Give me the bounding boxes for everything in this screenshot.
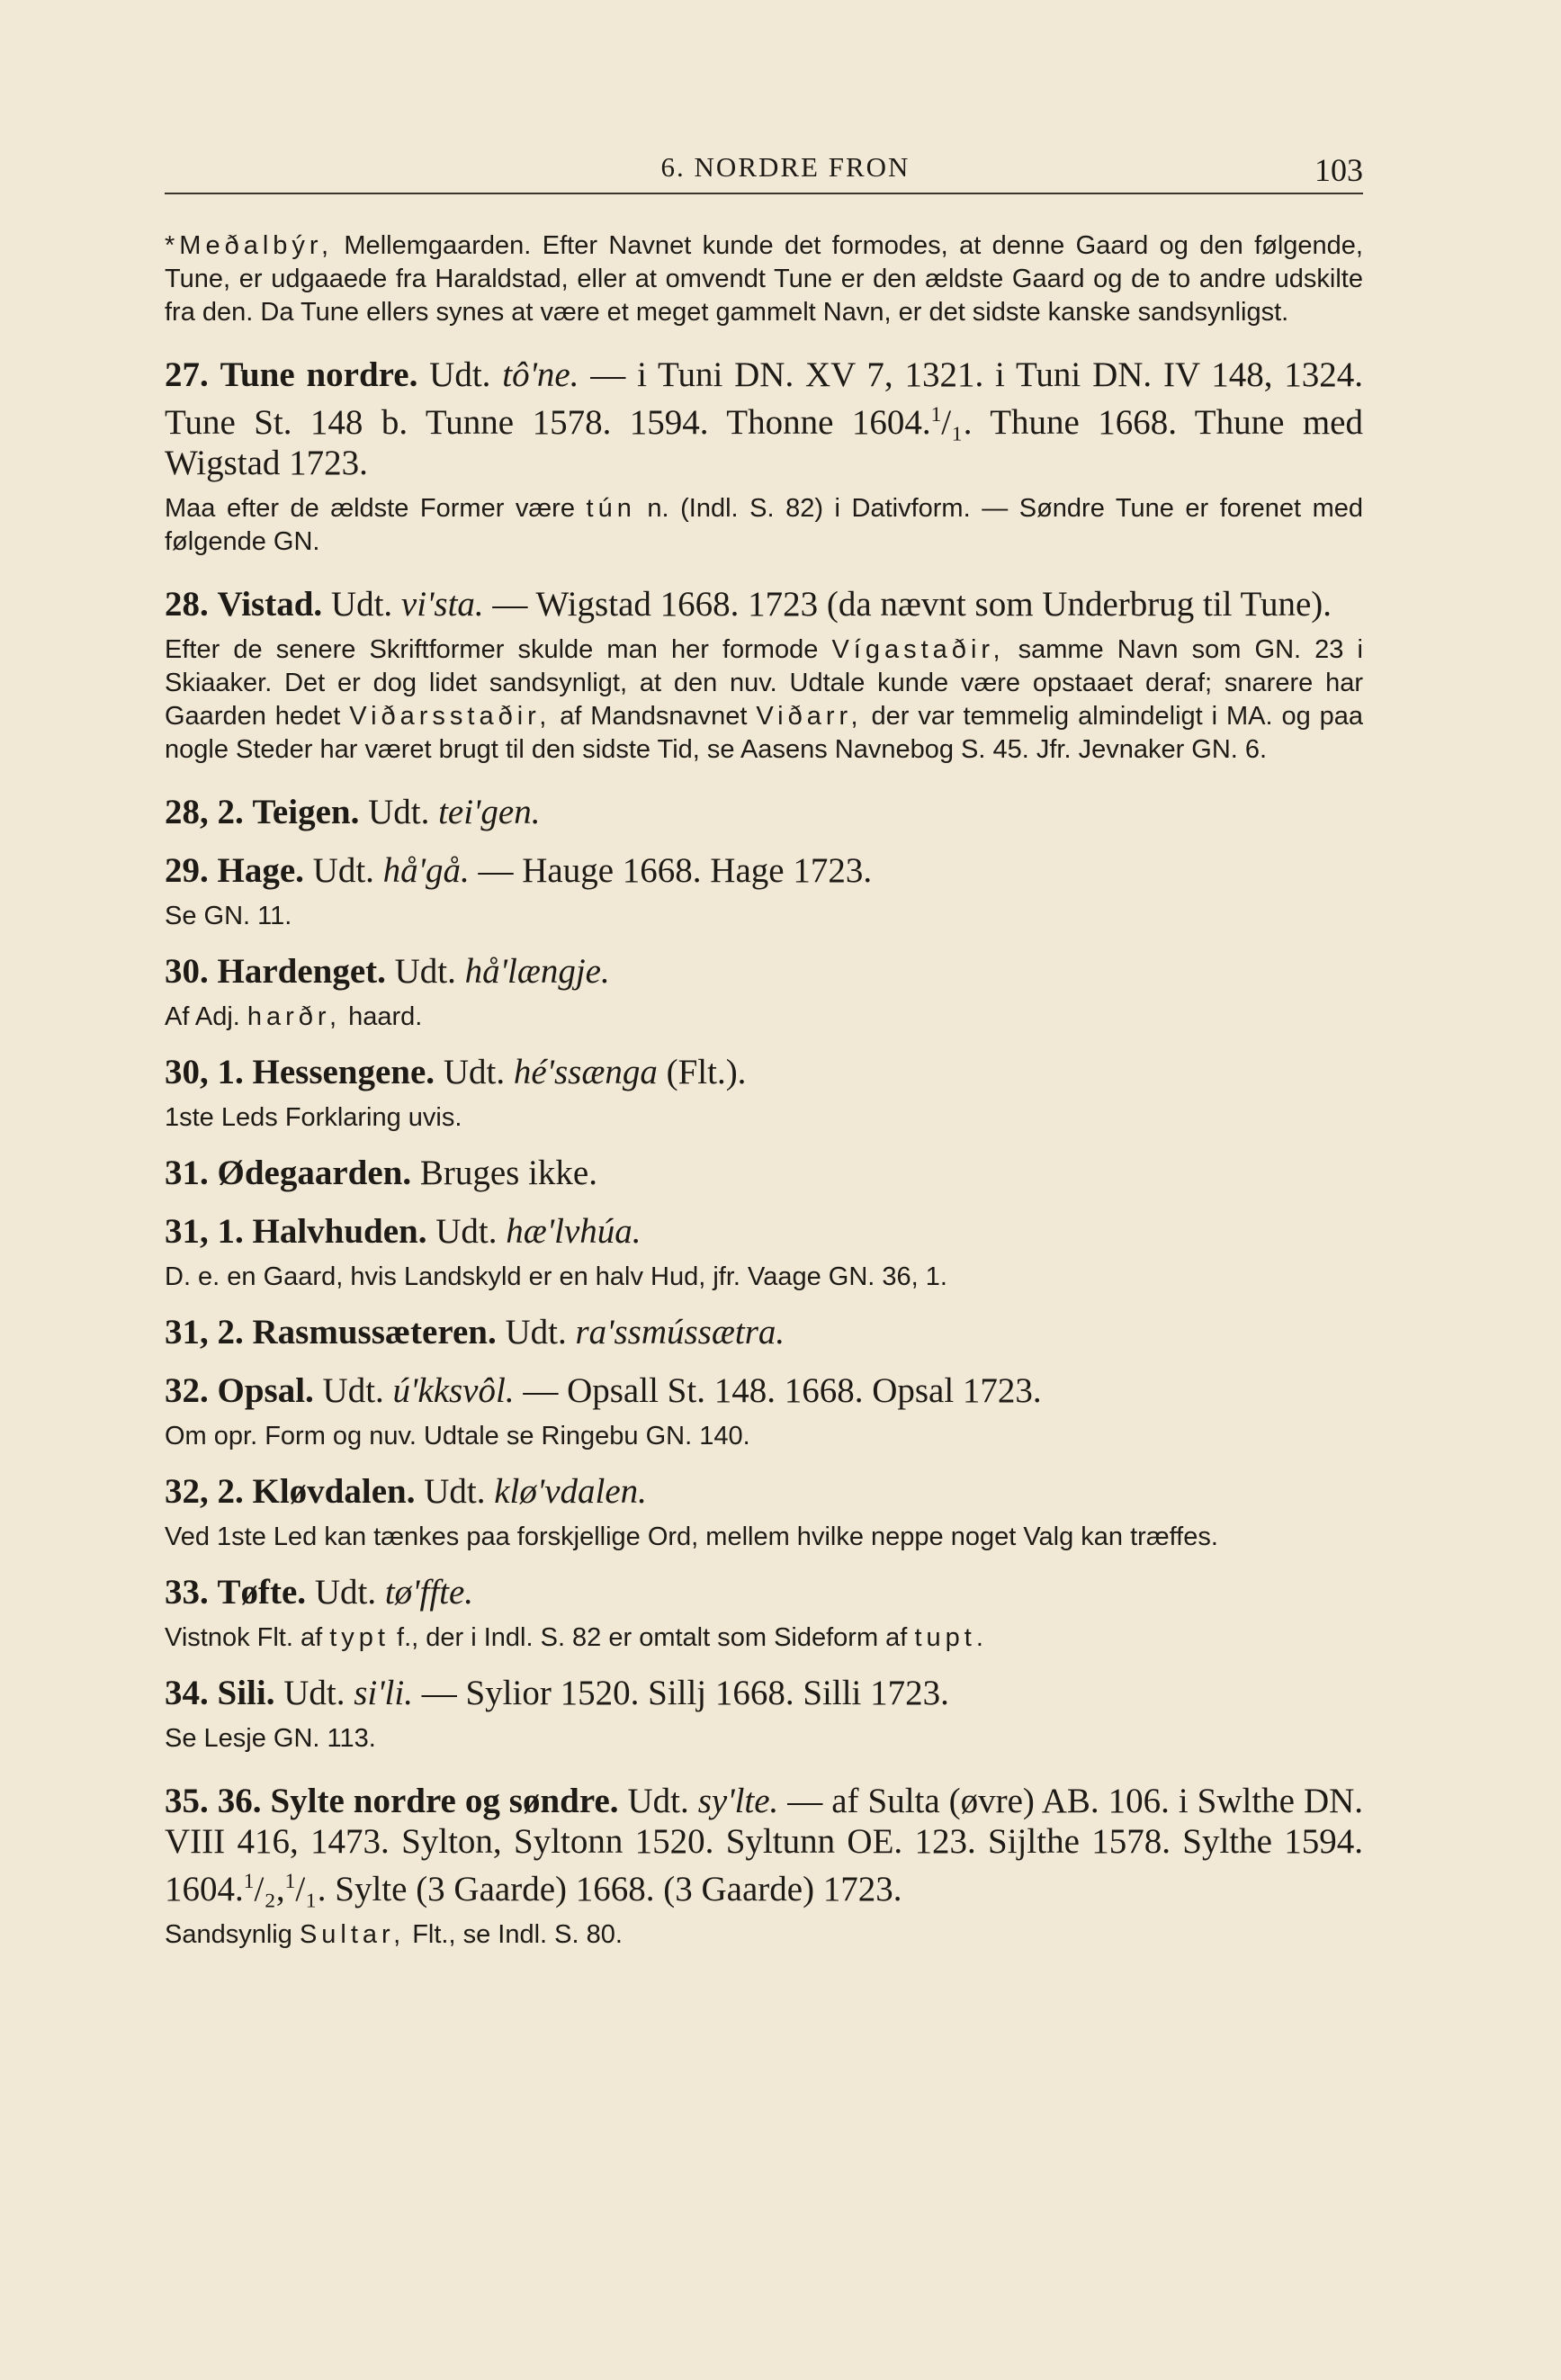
- entry-27-note: Maa efter de ældste Former være tún n. (Indl. S. 82) i Dativform. — Søndre Tune er forenet med følgende GN.: [165, 494, 1363, 556]
- entry-32-note: Om opr. Form og nuv. Udtale se Ringebu GN. 140.: [165, 1422, 750, 1450]
- entry-31: 31. Ødegaarden. Bruges ikke.: [165, 1154, 597, 1192]
- entry-29-note: Se GN. 11.: [165, 902, 292, 930]
- entry-27: 27. Tune nordre. Udt. tô'ne. — i Tuni DN. XV 7, 1321. i Tuni DN. IV 148, 1324. Tune St. 148 b. Tunne 1578. 1594. Thonne 1604.$^1$/₁. Thune 1668. Thune med Wigstad 1723.: [165, 355, 1364, 482]
- entry-28-2: 28, 2. Teigen. Udt. tei'gen.: [165, 793, 541, 831]
- entry-31-1: 31, 1. Halvhuden. Udt. hæ'lvhúa.: [165, 1212, 641, 1251]
- entry-30-1: 30, 1. Hessengene. Udt. hé'ssænga (Flt.).: [165, 1053, 747, 1091]
- entry-33-note: Vistnok Flt. af typt f., der i Indl. S. 82 er omtalt som Sideform af tupt.: [165, 1623, 983, 1652]
- entry-34-note: Se Lesje GN. 113.: [165, 1724, 376, 1753]
- entry-35-36: 35. 36. Sylte nordre og søndre. Udt. sy'lte. — af Sulta (øvre) AB. 106. i Swlthe DN. VIII 416, 1473. Sylton, Syltonn 1520. Syltunn OE. 123. Sijlthe 1578. Sylthe 1594. 1604.$^1$/₂,$^1$/₁. Sylte (3 Gaarde) 1668. (3 Gaarde) 1723.: [165, 1782, 1364, 1908]
- entry-31-1-note: D. e. en Gaard, hvis Landskyld er en halv Hud, jfr. Vaage GN. 36, 1.: [165, 1262, 947, 1291]
- entry-32: 32. Opsal. Udt. ú'kksvôl. — Opsall St. 148. 1668. Opsal 1723.: [165, 1371, 1042, 1410]
- entry-28-note: Efter de senere Skriftformer skulde man her formode Vígastaðir, samme Navn som GN. 23 i Skiaaker. Det er dog lidet sandsynligt, at den nuv. Udtale kunde være opstaaet deraf; snarere har Gaarden hedet Viðarsstaðir, af Mandsnavnet Viðarr, der var temmelig almindeligt i MA. og paa nogle Steder har været brugt til den sidste Tid, se Aasens Navnebog S. 45. Jfr. Jevnaker GN. 6.: [165, 635, 1363, 764]
- entry-30-1-note: 1ste Leds Forklaring uvis.: [165, 1103, 462, 1132]
- farm-name-meðalbýr: *Meðalbýr,: [165, 231, 334, 260]
- page-body: [165, 229, 1363, 1952]
- entry-33: 33. Tøfte. Udt. tø'ffte.: [165, 1573, 474, 1612]
- entry-30-note: Af Adj. harðr, haard.: [165, 1002, 423, 1031]
- page-number: 103: [1314, 152, 1363, 188]
- running-head: [165, 146, 1363, 200]
- entry-34: 34. Sili. Udt. si'li. — Sylior 1520. Sillj 1668. Silli 1723.: [165, 1674, 949, 1712]
- entry-28: 28. Vistad. Udt. vi'sta. — Wigstad 1668. 1723 (da nævnt som Underbrug til Tune).: [165, 585, 1332, 624]
- entry-35-36-note: Sandsynlig Sultar, Flt., se Indl. S. 80.: [165, 1920, 623, 1949]
- header-rule: [165, 193, 1363, 194]
- entry-31-2: 31, 2. Rasmussæteren. Udt. ra'ssmússætra.: [165, 1313, 785, 1352]
- intro-paragraph: *Meðalbýr, Mellemgaarden. Efter Navnet kunde det formodes, at denne Gaard og den følgende, Tune, er udgaaede fra Haraldstad, eller at omvendt Tune er den ældste Gaard og de to andre udskilte fra den. Da Tune ellers synes at være et meget gammelt Navn, er det sidste kanske sandsynligst.: [165, 231, 1363, 327]
- chapter-title: 6. NORDRE FRON: [660, 151, 911, 183]
- entry-32-2: 32, 2. Kløvdalen. Udt. klø'vdalen.: [165, 1472, 647, 1511]
- entry-29: 29. Hage. Udt. hå'gå. — Hauge 1668. Hage 1723.: [165, 851, 873, 890]
- entry-32-2-note: Ved 1ste Led kan tænkes paa forskjellige Ord, mellem hvilke neppe noget Valg kan træffes.: [165, 1522, 1218, 1551]
- entry-30: 30. Hardenget. Udt. hå'længje.: [165, 952, 610, 991]
